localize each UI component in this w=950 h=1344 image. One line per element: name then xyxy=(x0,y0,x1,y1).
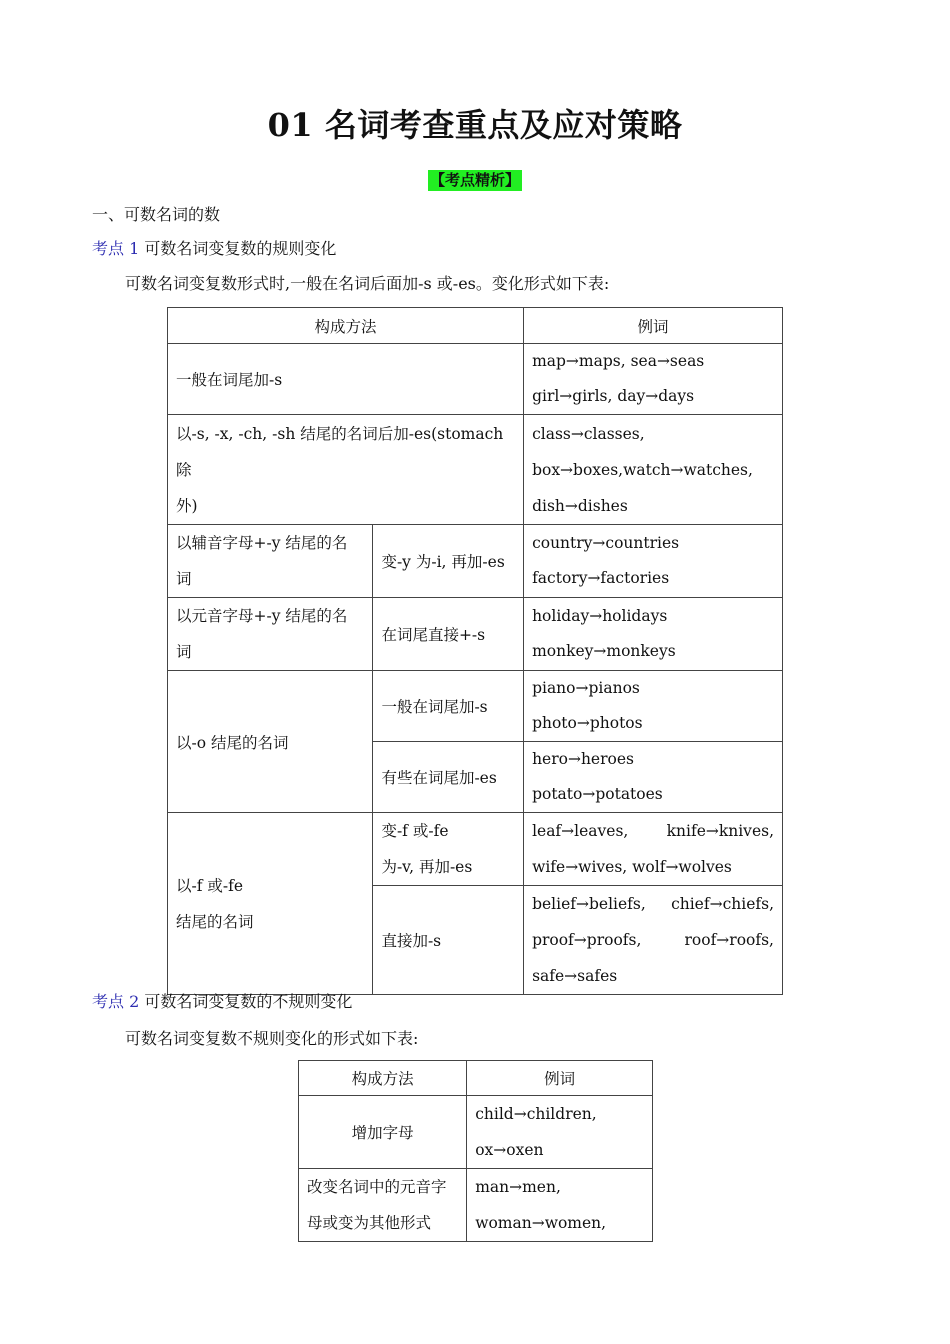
method-line: 词 xyxy=(176,643,192,661)
example-line: photo→photos xyxy=(532,714,643,732)
kaodian-1-heading xyxy=(92,239,336,259)
example-line: dish→dishes xyxy=(532,496,628,515)
example-word: roof→roofs, xyxy=(684,931,774,949)
method-line: 改变名词中的元音字 xyxy=(307,1178,447,1196)
method-line: 母或变为其他形式 xyxy=(307,1214,432,1232)
rule-cell xyxy=(373,813,524,886)
regular-plural-table xyxy=(167,307,783,995)
rule-line: 为-v, 再加-es xyxy=(381,858,473,876)
intro-paragraph-2: 可数名词变复数不规则变化的形式如下表: xyxy=(125,1029,419,1048)
example-word: chief→chiefs, xyxy=(671,895,774,913)
table-row xyxy=(299,1096,653,1169)
table-row xyxy=(168,415,783,525)
rule-cell: 一般在词尾加-s xyxy=(373,671,524,742)
example-cell xyxy=(524,598,783,671)
table-row xyxy=(168,813,783,886)
method-line: 外) xyxy=(176,496,198,515)
rule-cell: 变-y 为-i, 再加-es xyxy=(373,525,524,598)
example-cell xyxy=(524,671,783,742)
method-cell xyxy=(168,415,524,525)
example-line: hero→heroes xyxy=(532,750,634,768)
kaodian-1-text: 可数名词变复数的规则变化 xyxy=(139,239,337,258)
rule-cell: 有些在词尾加-es xyxy=(373,742,524,813)
example-line: map→maps, sea→seas xyxy=(532,352,705,370)
example-line: woman→women, xyxy=(475,1214,607,1232)
header-examples: 例词 xyxy=(524,308,783,344)
method-cell xyxy=(168,598,373,671)
table-row xyxy=(168,525,783,598)
example-line: child→children, xyxy=(475,1105,597,1123)
example-cell xyxy=(524,742,783,813)
method-line: 词 xyxy=(176,570,192,588)
page-title: 01 名词考查重点及应对策略 xyxy=(267,106,683,144)
table-row xyxy=(168,671,783,742)
example-cell xyxy=(467,1169,653,1242)
method-cell: 增加字母 xyxy=(299,1096,467,1169)
example-line: ox→oxen xyxy=(475,1141,544,1159)
example-word: belief→beliefs, xyxy=(532,895,646,913)
example-line: safe→safes xyxy=(532,967,618,985)
example-line: wife→wives, wolf→wolves xyxy=(532,858,732,876)
example-line: holiday→holidays xyxy=(532,607,668,625)
table-row xyxy=(299,1169,653,1242)
header-method: 构成方法 xyxy=(168,308,524,344)
section-badge: 【考点精析】 xyxy=(429,171,520,189)
example-line xyxy=(532,886,774,922)
example-line: country→countries xyxy=(532,534,680,552)
example-cell xyxy=(524,886,783,995)
kaodian-2-heading xyxy=(92,992,352,1012)
example-line: man→men, xyxy=(475,1178,561,1196)
method-cell xyxy=(299,1169,467,1242)
example-line: potato→potatoes xyxy=(532,785,663,803)
table-row xyxy=(168,598,783,671)
rule-cell: 直接加-s xyxy=(373,886,524,995)
example-line: factory→factories xyxy=(532,569,670,587)
method-cell xyxy=(168,813,373,995)
example-cell xyxy=(524,415,783,525)
rule-cell: 在词尾直接+-s xyxy=(373,598,524,671)
irregular-plural-table xyxy=(298,1060,653,1242)
method-cell xyxy=(168,525,373,598)
example-line: monkey→monkeys xyxy=(532,642,676,660)
kaodian-2-text: 可数名词变复数的不规则变化 xyxy=(139,992,353,1011)
table-header-row xyxy=(168,308,783,344)
example-line xyxy=(532,813,774,849)
intro-paragraph-1: 可数名词变复数形式时,一般在名词后面加-s 或-es。变化形式如下表: xyxy=(125,274,610,293)
section-heading: 一、可数名词的数 xyxy=(92,205,221,224)
example-word: leaf→leaves, xyxy=(532,822,629,840)
example-cell xyxy=(467,1096,653,1169)
method-line: 结尾的名词 xyxy=(176,912,254,931)
rule-line: 变-f 或-fe xyxy=(381,822,449,840)
header-method: 构成方法 xyxy=(299,1061,467,1096)
method-line: 以元音字母+-y 结尾的名 xyxy=(176,607,348,625)
table-header-row xyxy=(299,1061,653,1096)
example-cell xyxy=(524,525,783,598)
method-line: 以辅音字母+-y 结尾的名 xyxy=(176,534,348,552)
example-word: knife→knives, xyxy=(666,822,774,840)
table-row xyxy=(168,344,783,415)
method-cell: 一般在词尾加-s xyxy=(168,344,524,415)
badge-container xyxy=(0,170,950,191)
example-line: piano→pianos xyxy=(532,679,640,697)
example-line xyxy=(532,922,774,958)
method-cell: 以-o 结尾的名词 xyxy=(168,671,373,813)
example-word: proof→proofs, xyxy=(532,931,642,949)
method-line: 以-s, -x, -ch, -sh 结尾的名词后加-es(stomach 除 xyxy=(176,424,504,479)
example-line: box→boxes,watch→watches, xyxy=(532,460,753,479)
example-cell xyxy=(524,344,783,415)
example-cell xyxy=(524,813,783,886)
header-examples: 例词 xyxy=(467,1061,653,1096)
kaodian-1-label: 考点 1 xyxy=(92,239,140,258)
kaodian-2-label: 考点 2 xyxy=(92,992,140,1011)
example-line: class→classes, xyxy=(532,424,645,443)
example-line: girl→girls, day→days xyxy=(532,387,695,405)
method-line: 以-f 或-fe xyxy=(176,876,244,895)
